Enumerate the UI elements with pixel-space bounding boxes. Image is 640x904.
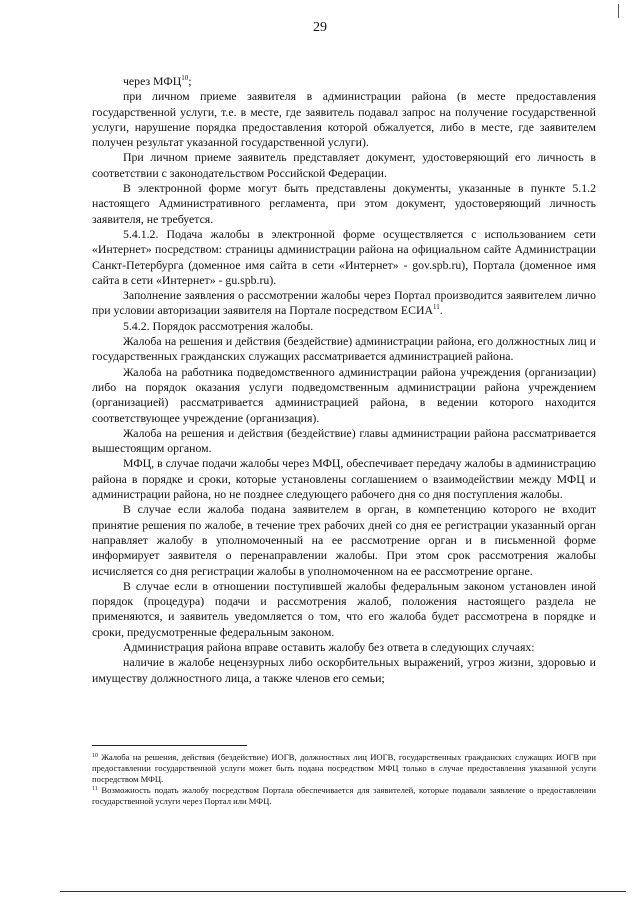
footnote-text: Жалоба на решения, действия (бездействие) ИОГВ, должностных лиц ИОГВ, государственных гражданских служащих ИОГВ при предоставлении государственной услуги может быть подана посредством МФЦ только в случае предоставления указанной услуги посредством МФЦ. [92, 752, 596, 784]
page-number: 29 [313, 20, 327, 35]
paragraph [92, 181, 596, 227]
paragraph-text: через МФЦ [123, 74, 182, 88]
scan-mark [618, 4, 619, 18]
paragraph-text: . [439, 303, 443, 318]
paragraph [92, 640, 596, 655]
paragraph-text: Жалоба на решения и действия (бездействие) администрации района, его должностных лиц и государственных гражданских служащих рассматривается администрацией района. [92, 334, 596, 364]
paragraph-text: 5.4.1.2. Подача жалобы в электронной форме осуществляется с использованием сети «Интернет» посредством: страницы администрации района на официальном сайте Администрации Санкт-Петербурга (доменное имя сайта в сети «Интернет» - gov.spb.ru), Портала (доменное имя сайта в сети «Интернет» - gu.spb.ru). [92, 226, 596, 287]
footnotes [92, 752, 596, 807]
paragraph-text: Заполнение заявления о рассмотрении жалобы через Портал производится заявителем лично при условии авторизации заявителя на Портале посредством ЕСИА [92, 288, 596, 318]
paragraph-text: В случае если жалоба подана заявителем в орган, в компетенцию которого не входит принятие решения по жалобе, в течение трех рабочих дней со дня ее регистрации указанный орган направляет жалобу в уполномоченный на ее рассмотрение орган и в письменной форме информирует заявителя о перенаправлении жалобы. При этом срок рассмотрения жалобы исчисляется со дня регистрации жалобы в уполномоченном на ее рассмотрение органе. [92, 502, 596, 578]
footnote-ref[interactable]: 11 [432, 303, 440, 312]
paragraph [92, 227, 596, 288]
footnote-text: Возможность подать жалобу посредством Портала обеспечивается для заявителей, которые подавали заявление о предоставлении государственной услуги через Портал или МФЦ. [92, 785, 596, 806]
paragraph-text: 5.4.2. Порядок рассмотрения жалобы. [123, 318, 314, 333]
paragraph [92, 74, 596, 89]
paragraph [92, 319, 596, 334]
paragraph-text: При личном приеме заявитель представляет документ, удостоверяющий его личность в соответствии с законодательством Российской Федерации. [92, 150, 596, 180]
footnote-number: 10 [92, 753, 98, 759]
paragraph-text: Жалоба на работника подведомственного администрации района учреждения (организации) либо на порядок оказания услуги подведомственным администрации района учреждением (организацией) рассматривается администрацией района, в ведении которого находится соответствующее учреждение (организация). [92, 364, 596, 425]
page-bottom-edge [60, 891, 626, 892]
footnote-number: 11 [92, 786, 98, 792]
paragraph-text: В электронной форме могут быть представлены документы, указанные в пункте 5.1.2 настоящего Административного регламента, при этом документ, удостоверяющий личность заявителя, не требуется. [92, 181, 596, 226]
paragraph-text: при личном приеме заявителя в администрации района (в месте предоставления государственной услуги, т.е. в месте, где заявитель подавал запрос на получение государственной услуги, нарушение порядка предоставления которой обжалуется, либо в месте, где заявителем получен результат указанной государственной услуги). [92, 89, 596, 150]
paragraph [92, 456, 596, 502]
paragraph [92, 502, 596, 578]
paragraph [92, 150, 596, 181]
paragraph-text: В случае если в отношении поступившей жалобы федеральным законом установлен иной порядок (процедура) подачи и рассмотрения жалоб, положения настоящего раздела не применяются, и заявитель уведомляется о том, что его жалоба будет рассмотрена в порядке и сроки, предусмотренные федеральным законом. [92, 578, 596, 639]
paragraph [92, 89, 596, 150]
footnote-ref[interactable]: 10 [181, 74, 189, 82]
footnote [92, 752, 596, 785]
paragraph-text: наличие в жалобе нецензурных либо оскорбительных выражений, угроз жизни, здоровью и имуществу должностного лица, а также членов его семьи; [92, 655, 596, 685]
paragraph [92, 579, 596, 640]
footnote-separator [92, 745, 247, 746]
paragraph-text: Администрация района вправе оставить жалобу без ответа в следующих случаях: [123, 639, 535, 654]
paragraph [92, 655, 596, 686]
document-body [92, 74, 596, 686]
paragraph-text: ; [188, 74, 192, 88]
paragraph [92, 334, 596, 365]
paragraph [92, 426, 596, 457]
paragraph-text: МФЦ, в случае подачи жалобы через МФЦ, обеспечивает передачу жалобы в администрацию района в порядке и сроки, которые установлены соглашением о взаимодействии между МФЦ и администрации района, но не позднее следующего рабочего дня со дня поступления жалобы. [92, 456, 596, 502]
footnote [92, 785, 596, 807]
paragraph-text: Жалоба на решения и действия (бездействие) главы администрации района рассматривается вышестоящим органом. [92, 425, 596, 456]
paragraph [92, 288, 596, 319]
paragraph [92, 365, 596, 426]
